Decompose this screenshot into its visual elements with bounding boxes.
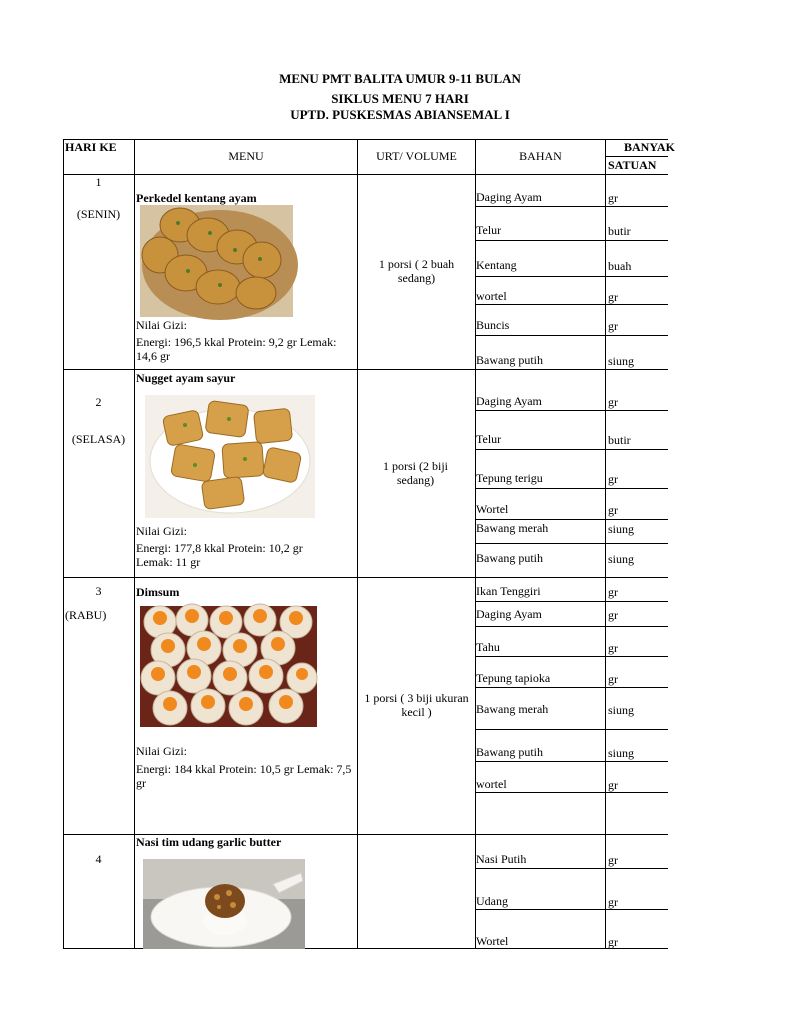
unit: gr (608, 672, 618, 686)
menu-photo (143, 859, 305, 949)
unit: gr (608, 395, 618, 409)
unit: gr (608, 290, 618, 304)
unit: buah (608, 259, 632, 273)
col-header-banyak: BANYAK (624, 140, 675, 154)
unit: butir (608, 224, 631, 238)
day-name: (SENIN) (76, 207, 121, 221)
ingredient: Tepung tapioka (476, 671, 551, 685)
day-number: 1 (95, 175, 102, 189)
menu-photo (145, 395, 315, 518)
col-header-menu: MENU (228, 149, 264, 163)
ingredient: Tahu (476, 640, 500, 654)
menu-name: Perkedel kentang ayam (136, 191, 257, 205)
ingredient: Bawang putih (476, 353, 543, 367)
nutrition-values: Energi: 184 kkal Protein: 10,5 gr Lemak: 7,5 gr (136, 762, 352, 790)
ingredient: Telur (476, 223, 502, 237)
col-header-urt: URT/ VOLUME (376, 149, 457, 163)
day-name: (SELASA) (71, 432, 126, 446)
ingredient: Nasi Putih (476, 852, 527, 866)
col-header-hari: HARI KE (65, 140, 117, 154)
unit: siung (608, 746, 635, 760)
unit: gr (608, 935, 618, 949)
portion-volume: 1 porsi (2 biji sedang) (383, 459, 448, 487)
col-header-satuan: SATUAN (608, 158, 657, 172)
ingredient: Udang (476, 894, 508, 908)
portion-volume: 1 porsi ( 2 buah sedang) (378, 257, 455, 285)
menu-name: Dimsum (136, 585, 180, 599)
menu-name: Nugget ayam sayur (136, 371, 236, 385)
menu-photo (140, 205, 293, 317)
perkedel-image (140, 205, 293, 317)
nutrition-values: Energi: 177,8 kkal Protein: 10,2 gr Lemak: 11 gr (136, 541, 303, 569)
ingredient: Daging Ayam (476, 394, 542, 408)
nutrition-label: Nilai Gizi: (136, 524, 187, 538)
ingredient: Tepung terigu (476, 471, 543, 485)
ingredient: wortel (476, 777, 507, 791)
ingredient: wortel (476, 289, 507, 303)
nutrition-values: Energi: 196,5 kkal Protein: 9,2 gr Lemak: 14,6 gr (136, 335, 337, 363)
document-institution: UPTD. PUSKESMAS ABIANSEMAL I (290, 107, 510, 122)
unit: gr (608, 895, 618, 909)
ingredient: Bawang merah (476, 521, 549, 535)
day-name: (RABU) (65, 608, 107, 622)
ingredient: Daging Ayam (476, 190, 542, 204)
document-title: MENU PMT BALITA UMUR 9-11 BULAN (279, 71, 521, 86)
nutrition-label: Nilai Gizi: (136, 744, 187, 758)
portion-volume: 1 porsi ( 3 biji ukuran kecil ) (364, 691, 469, 719)
ingredient: Bawang putih (476, 745, 543, 759)
unit: gr (608, 608, 618, 622)
day-number: 3 (95, 584, 102, 598)
unit: gr (608, 778, 618, 792)
unit: gr (608, 472, 618, 486)
unit: siung (608, 522, 635, 536)
nugget-image (145, 395, 315, 518)
unit: gr (608, 641, 618, 655)
unit: siung (608, 703, 635, 717)
unit: gr (608, 191, 618, 205)
ingredient: Buncis (476, 318, 510, 332)
ingredient: Kentang (476, 258, 517, 272)
nasi-tim-image (143, 859, 305, 949)
unit: gr (608, 319, 618, 333)
ingredient: Wortel (476, 934, 509, 948)
unit: gr (608, 585, 618, 599)
document-subtitle: SIKLUS MENU 7 HARI (331, 91, 469, 106)
nutrition-label: Nilai Gizi: (136, 318, 187, 332)
ingredient: Bawang putih (476, 551, 543, 565)
menu-photo (140, 606, 317, 727)
unit: gr (608, 503, 618, 517)
unit: butir (608, 433, 631, 447)
unit: siung (608, 354, 635, 368)
menu-name: Nasi tim udang garlic butter (136, 835, 282, 849)
ingredient: Bawang merah (476, 702, 549, 716)
ingredient: Ikan Tenggiri (476, 584, 541, 598)
day-number: 4 (95, 852, 102, 866)
dimsum-image (140, 606, 317, 727)
unit: gr (608, 853, 618, 867)
unit: siung (608, 552, 635, 566)
menu-table (63, 139, 675, 949)
ingredient: Telur (476, 432, 502, 446)
ingredient: Daging Ayam (476, 607, 542, 621)
ingredient: Wortel (476, 502, 509, 516)
col-header-bahan: BAHAN (519, 149, 562, 163)
day-number: 2 (95, 395, 102, 409)
